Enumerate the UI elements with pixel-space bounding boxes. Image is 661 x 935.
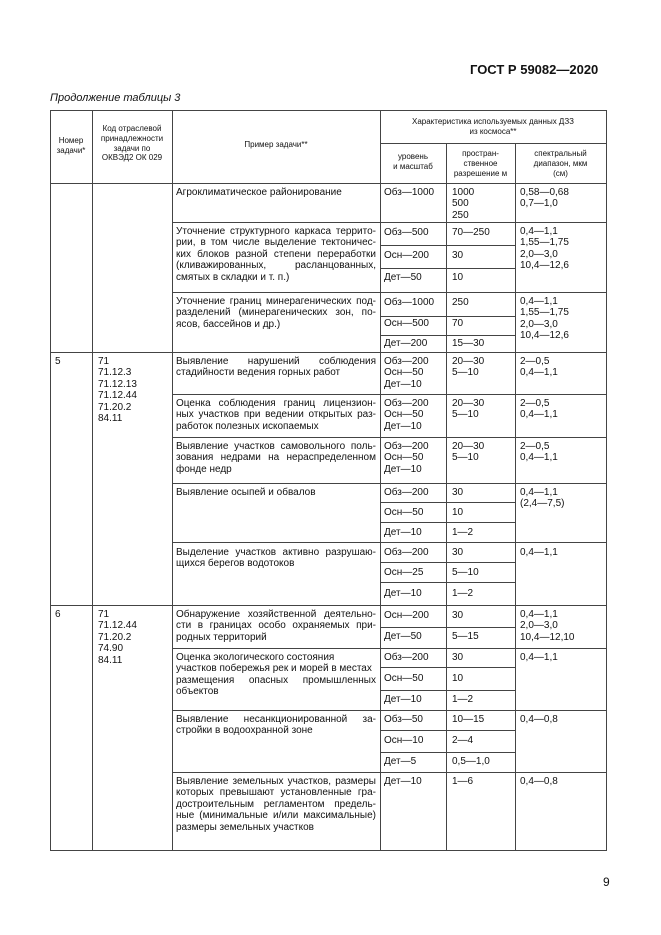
resolution-cell: 15—30 — [452, 338, 485, 349]
resolution-cell: 30 — [452, 487, 464, 498]
header-level-scale: уровень и масштаб — [393, 152, 433, 171]
spectral-cell: 0,4—1,1 1,55—1,75 2,0—3,0 10,4—12,6 — [520, 226, 569, 272]
spectral-cell: 2—0,5 0,4—1,1 — [520, 441, 558, 464]
resolution-cell: 30 — [452, 547, 464, 558]
level-cell: Обз—200 — [384, 487, 429, 498]
spectral-cell: 0,4—0,8 — [520, 776, 558, 787]
spectral-cell: 0,4—1,1 (2,4—7,5) — [520, 487, 565, 510]
level-cell: Осн—200 — [384, 610, 429, 621]
table-row-task: Оценка соблюдения границ лицензион- ных участков при ведении открытых раз- работок полезных ископаемых — [176, 398, 376, 432]
resolution-cell: 70—250 — [452, 227, 490, 238]
table-row-task: Уточнение границ минерагенических под- разделений (минерагенических зон, по- ясов, бассейнов и др.) — [176, 296, 376, 330]
level-cell: Осн—50 — [384, 507, 424, 518]
level-cell: Дет—10 — [384, 588, 422, 599]
header-task-example: Пример задачи** — [244, 140, 308, 149]
level-cell: Обз—200 Осн—50 Дет—10 — [384, 441, 429, 475]
spectral-cell: 0,58—0,68 0,7—1,0 — [520, 187, 569, 210]
header-task-number: Номер задачи* — [56, 136, 86, 155]
task-number-cell: 6 — [55, 609, 61, 620]
resolution-cell: 0,5—1,0 — [452, 756, 490, 767]
table-row-task: Выявление осыпей и обвалов — [176, 487, 316, 498]
okved-codes-cell: 71 71.12.3 71.12.13 71.12.44 71.20.2 84.11 — [98, 356, 137, 425]
table-row-task: Выделение участков активно разрушаю- щихся берегов водотоков — [176, 547, 376, 570]
level-cell: Дет—5 — [384, 756, 417, 767]
okved-codes-cell: 71 71.12.44 71.20.2 74.90 84.11 — [98, 609, 137, 666]
table-continuation-caption: Продолжение таблицы 3 — [50, 92, 181, 104]
spectral-cell: 0,4—1,1 — [520, 652, 558, 663]
resolution-cell: 250 — [452, 297, 469, 308]
level-cell: Обз—200 Осн—50 Дет—10 — [384, 356, 429, 390]
resolution-cell: 1—2 — [452, 588, 474, 599]
resolution-cell: 1—2 — [452, 527, 474, 538]
level-cell: Обз—1000 — [384, 297, 435, 308]
resolution-cell: 1—6 — [452, 776, 474, 787]
header-spatial-resolution: простран- ственное разрешение м — [453, 149, 508, 178]
level-cell: Обз—1000 — [384, 187, 435, 198]
resolution-cell: 5—10 — [452, 567, 479, 578]
table-row-task: Выявление несанкционированной за- стройки в водоохранной зоне — [176, 714, 376, 737]
spectral-cell: 0,4—1,1 — [520, 547, 558, 558]
header-spectral-range: спектральный диапазон, мкм (см) — [533, 149, 588, 178]
level-cell: Дет—10 — [384, 527, 422, 538]
resolution-cell: 20—30 5—10 — [452, 441, 485, 464]
data-table — [50, 110, 606, 850]
spectral-cell: 0,4—0,8 — [520, 714, 558, 725]
resolution-cell: 2—4 — [452, 735, 474, 746]
resolution-cell: 70 — [452, 318, 464, 329]
document-code: ГОСТ Р 59082—2020 — [470, 62, 599, 77]
resolution-cell: 10—15 — [452, 714, 485, 725]
level-cell: Осн—200 — [384, 250, 429, 261]
level-cell: Дет—10 — [384, 694, 422, 705]
level-cell: Осн—50 — [384, 673, 424, 684]
header-data-characteristics: Характеристика используемых данных ДЗЗ из космоса** — [411, 117, 575, 136]
table-row-task: Выявление земельных участков, размеры которых превышают установленные гра- достроительным регламентом предель- ные (минимальные и/или максимальные) размеры земельных участков — [176, 776, 376, 833]
level-cell: Дет—50 — [384, 272, 422, 283]
level-cell: Обз—200 — [384, 652, 429, 663]
spectral-cell: 2—0,5 0,4—1,1 — [520, 398, 558, 421]
table-row-task: Агроклиматическое районирование — [176, 187, 342, 198]
resolution-cell: 30 — [452, 652, 464, 663]
spectral-cell: 0,4—1,1 1,55—1,75 2,0—3,0 10,4—12,6 — [520, 296, 569, 342]
level-cell: Обз—50 — [384, 714, 423, 725]
level-cell: Дет—200 — [384, 338, 428, 349]
resolution-cell: 1000 500 250 — [452, 187, 475, 221]
level-cell: Обз—200 — [384, 547, 429, 558]
level-cell: Дет—10 — [384, 776, 422, 787]
page-number: 9 — [603, 875, 610, 889]
table-row-task: Оценка экологического состояния участков побережья рек и морей в местах размещения опасных промышленных объектов — [176, 652, 376, 698]
level-cell: Осн—10 — [384, 735, 424, 746]
spectral-cell: 2—0,5 0,4—1,1 — [520, 356, 558, 379]
resolution-cell: 20—30 5—10 — [452, 356, 485, 379]
resolution-cell: 30 — [452, 250, 464, 261]
level-cell: Дет—50 — [384, 631, 422, 642]
resolution-cell: 5—15 — [452, 631, 479, 642]
task-number-cell: 5 — [55, 356, 61, 367]
spectral-cell: 0,4—1,1 2,0—3,0 10,4—12,10 — [520, 609, 575, 643]
table-row-task: Обнаружение хозяйственной деятельно- сти в границах особо охраняемых при- родных территорий — [176, 609, 376, 643]
table-row-task: Выявление участков самовольного поль- зования недрами на нераспределенном фонде недр — [176, 441, 376, 475]
resolution-cell: 1—2 — [452, 694, 474, 705]
level-cell: Осн—500 — [384, 318, 429, 329]
level-cell: Осн—25 — [384, 567, 424, 578]
resolution-cell: 10 — [452, 272, 464, 283]
header-okved-code: Код отраслевой принадлежности задачи по ОКВЭД2 ОК 029 — [100, 124, 164, 163]
table-row-task: Выявление нарушений соблюдения стадийности ведения горных работ — [176, 356, 376, 379]
level-cell: Обз—500 — [384, 227, 429, 238]
resolution-cell: 10 — [452, 507, 464, 518]
level-cell: Обз—200 Осн—50 Дет—10 — [384, 398, 429, 432]
resolution-cell: 10 — [452, 673, 464, 684]
resolution-cell: 20—30 5—10 — [452, 398, 485, 421]
resolution-cell: 30 — [452, 610, 464, 621]
table-row-task: Уточнение структурного каркаса террито- рии, в том числе выделение тектоничес- ких блоков разной степени переработки (кливажированных, расланцованных, смятых в складки и т. п.) — [176, 226, 376, 283]
